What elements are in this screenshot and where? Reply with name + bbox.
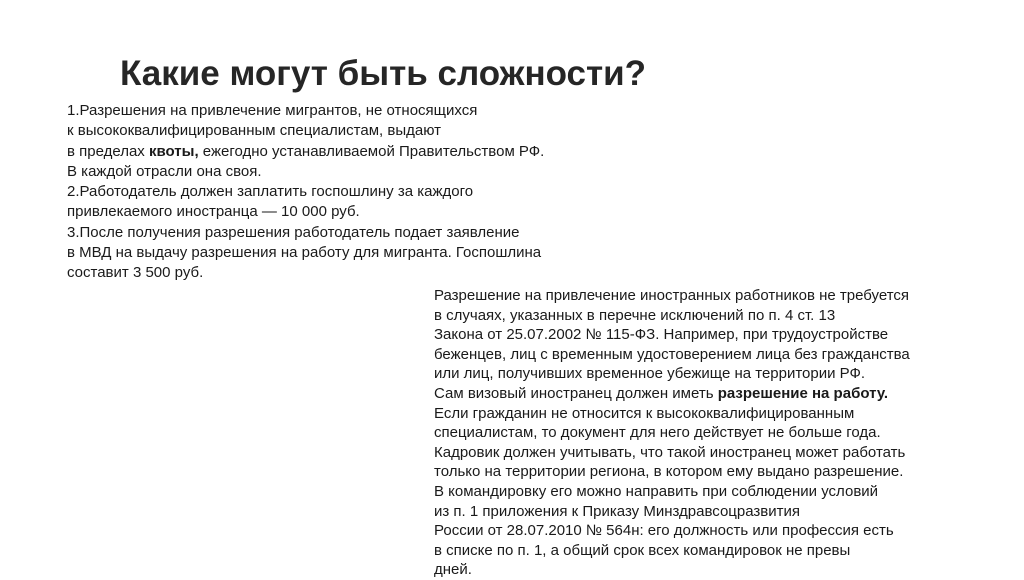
text-line: Кадровик должен учитывать, что такой иностранец может работать: [434, 443, 906, 461]
text-line: из п. 1 приложения к Приказу Минздравсоцразвития: [434, 502, 800, 520]
text-line: или лиц, получивших временное убежище на территории РФ.: [434, 365, 866, 383]
text-line: [434, 384, 994, 404]
text-line: специалистам, то документ для него действует не больше года.: [434, 424, 881, 442]
text-line: привлекаемого иностранца — 10 000 руб.: [67, 203, 360, 221]
work-permit-emphasis: разрешение на работу.: [717, 384, 889, 402]
text-line: 2.Работодатель должен заплатить госпошлину за каждого: [67, 183, 474, 201]
quota-emphasis: квоты,: [148, 142, 199, 160]
text-line: в списке по п. 1, а общий срок всех командировок не превы: [434, 541, 851, 559]
text-line: 3.После получения разрешения работодатель подает заявление: [67, 223, 520, 241]
text-line: России от 28.07.2010 № 564н: его должность или профессия есть: [434, 522, 894, 540]
text-line: 1.Разрешения на привлечение мигрантов, не относящихся: [67, 102, 478, 119]
text-line: беженцев, лиц с временным удостоверением лица без гражданства: [434, 345, 910, 363]
text-run: в пределах: [67, 142, 149, 160]
text-line: Закона от 25.07.2002 № 115-ФЗ. Например, при трудоустройстве: [434, 326, 889, 344]
text-line: к высококвалифицированным специалистам, выдают: [67, 122, 441, 140]
text-line: в МВД на выдачу разрешения на работу для мигранта. Госпошлина: [67, 244, 542, 262]
text-line: В каждой отрасли она своя.: [67, 162, 262, 180]
slide-title: Какие могут быть сложности?: [120, 54, 647, 93]
text-line: дней.: [434, 561, 472, 579]
text-line: составит 3 500 руб.: [67, 264, 204, 282]
text-line: Разрешение на привлечение иностранных работников не требуется: [434, 287, 910, 304]
exceptions-paragraph: [434, 286, 994, 580]
text-line: [67, 142, 627, 162]
text-run: ежегодно устанавливаемой Правительством РФ.: [198, 142, 545, 160]
text-run: Сам визовый иностранец должен иметь: [434, 384, 718, 402]
text-line: Если гражданин не относится к высококвалифицированным: [434, 404, 855, 422]
difficulties-list: [67, 101, 627, 284]
text-line: только на территории региона, в котором ему выдано разрешение.: [434, 463, 904, 481]
text-line: В командировку его можно направить при соблюдении условий: [434, 482, 879, 500]
text-line: в случаях, указанных в перечне исключений по п. 4 ст. 13: [434, 306, 836, 324]
